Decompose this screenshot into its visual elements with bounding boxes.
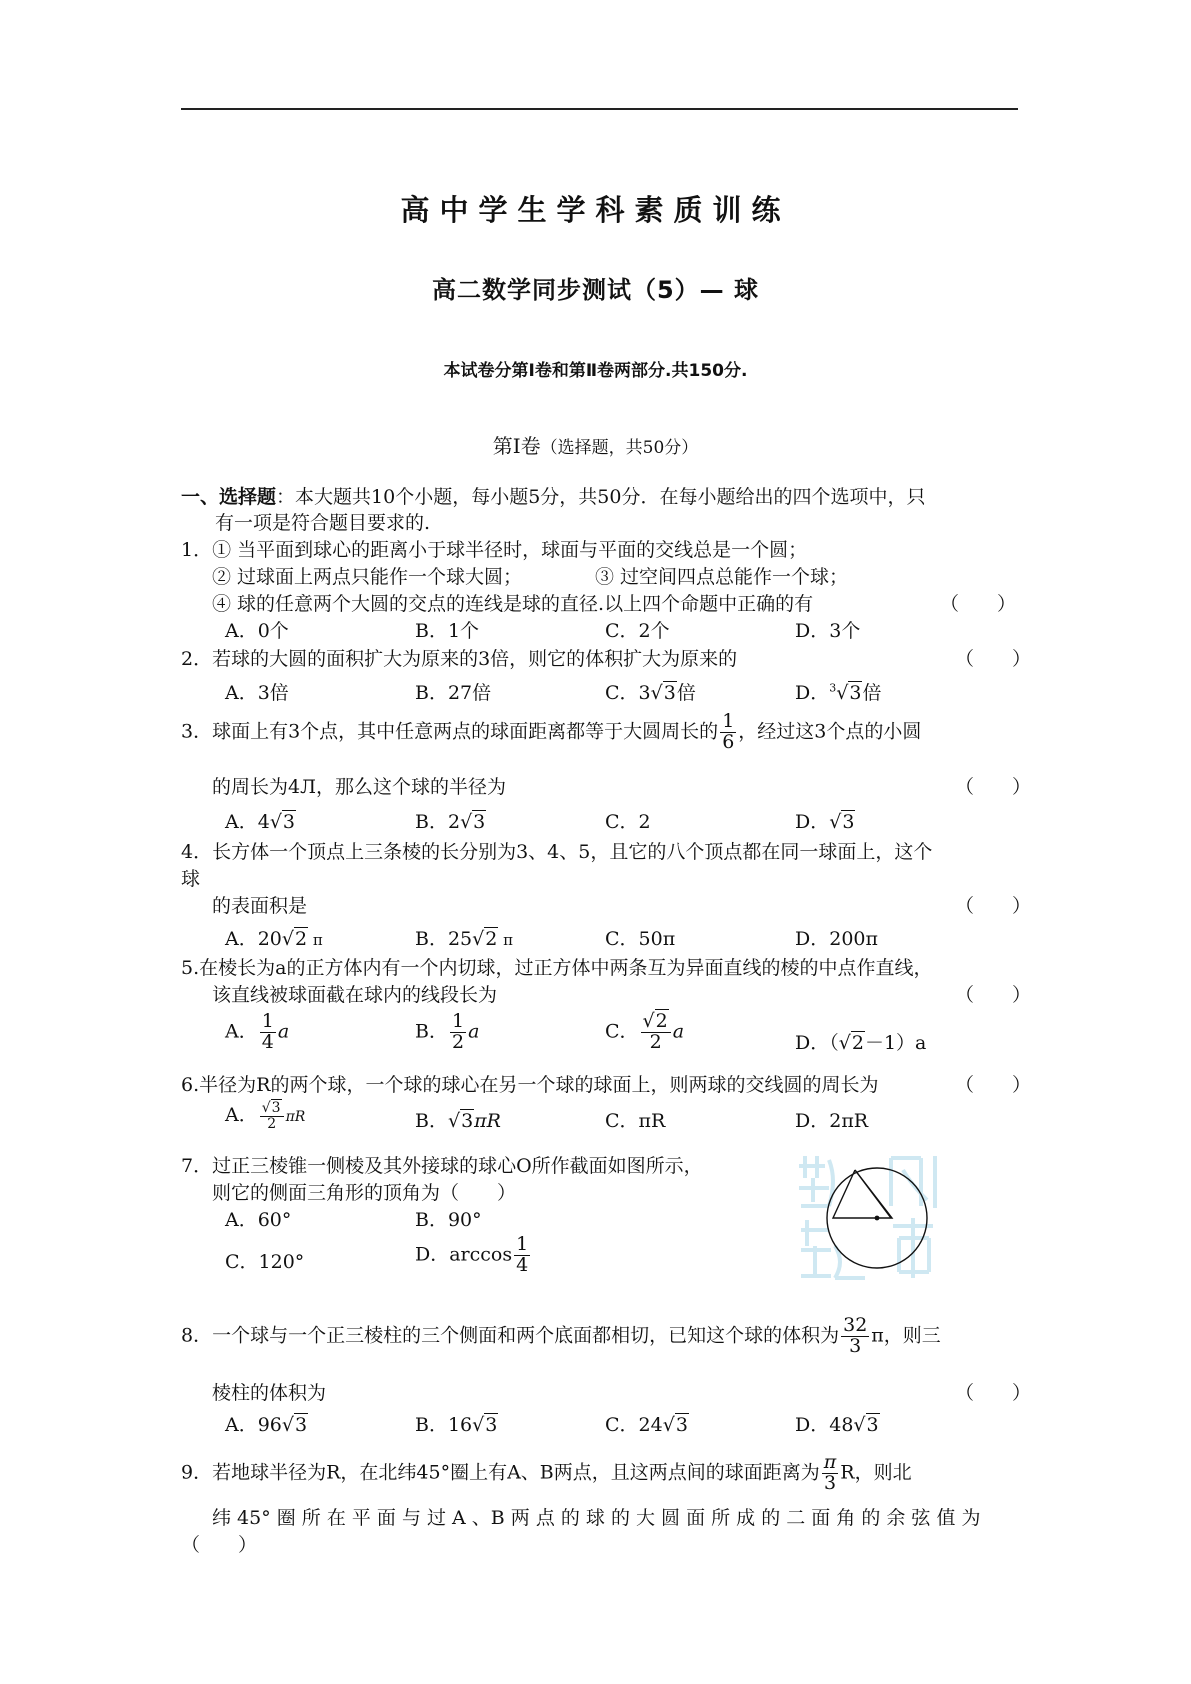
q8-option-b-radicand: 3 — [485, 1414, 498, 1436]
paper-note: 本试卷分第Ⅰ卷和第Ⅱ卷两部分.共150分. — [443, 361, 748, 381]
q3-option-a: A．4√3 — [225, 811, 296, 833]
q8-option-c-radicand: 3 — [675, 1414, 688, 1436]
q5-option-a-den: 4 — [261, 1030, 274, 1053]
q6-option-a-label: A． — [225, 1104, 258, 1126]
q6-option-a-den: 2 — [267, 1115, 277, 1132]
intro-text-1: ：本大题共10个小题，每小题5分，共50分．在每小题给出的四个选项中，只 — [276, 486, 926, 508]
q5-option-a-var: a — [277, 1020, 290, 1043]
q9-number: 9． — [181, 1461, 213, 1484]
q3-option-a-label: A．4 — [225, 811, 270, 833]
q1-option-c: C．2个 — [605, 620, 670, 642]
q4-text-1: 长方体一个顶点上三条棱的长分别为3、4、5，且它的八个顶点都在同一球面上，这个 — [212, 841, 933, 863]
q3-option-d: D．√3 — [795, 811, 855, 833]
q7-option-d — [415, 1235, 532, 1276]
q6-option-d: D．2πR — [795, 1110, 869, 1132]
q5-option-b-label: B． — [415, 1020, 448, 1043]
q8-fraction-num: 32 — [843, 1314, 868, 1336]
q7-number: 7． — [181, 1155, 213, 1177]
q6-option-a-num: √3 — [260, 1101, 284, 1117]
q9-stem-1 — [181, 1453, 912, 1494]
page-title: 高中学生学科素质训练 — [400, 193, 791, 227]
q8-option-d-radicand: 3 — [866, 1414, 879, 1436]
q5-option-b-var: a — [468, 1020, 480, 1043]
q2-option-a: A．3倍 — [225, 682, 289, 704]
q2-option-c-radicand: 3 — [663, 682, 676, 704]
q9-text-2: 纬 45° 圈 所 在 平 面 与 过 A 、B 两 点 的 球 的 大 圆 面 所 成 的 二 面 角 的 余 弦 值 为 — [212, 1507, 981, 1529]
q6-option-b-radicand: 3 — [461, 1110, 474, 1132]
q4-number: 4． — [181, 841, 213, 863]
q3-option-c: C．2 — [605, 811, 651, 833]
q9-text-1b: R，则北 — [840, 1461, 912, 1484]
q5-option-b — [415, 1012, 479, 1053]
q6-option-a-var: πR — [285, 1109, 306, 1125]
q5-option-c-num: √2 — [641, 1012, 671, 1033]
q3-option-b: B．2√3 — [415, 811, 486, 833]
q8-stem-1 — [181, 1316, 941, 1357]
q7-text-2: 则它的侧面三角形的顶角为（ ） — [212, 1182, 517, 1204]
q2-option-c-label: C．3 — [605, 682, 651, 704]
q9-fraction-den: 3 — [823, 1471, 837, 1494]
q3-text-1b: ，经过这3个点的小圆 — [738, 720, 922, 743]
q9-answer-blank: （ ） — [181, 1534, 258, 1556]
q8-fraction-den: 3 — [849, 1334, 862, 1357]
q6-option-c: C．πR — [605, 1110, 666, 1132]
q3-option-b-radicand: 3 — [473, 811, 486, 833]
q5-option-c-label: C． — [605, 1020, 639, 1043]
q4-option-a-suffix: π — [308, 931, 323, 949]
q2-option-c-suffix: 倍 — [676, 682, 696, 704]
q6-option-b-label: B． — [415, 1110, 448, 1132]
q2-option-d-index: 3 — [829, 681, 837, 695]
q3-option-a-radicand: 3 — [282, 811, 296, 833]
q4-option-a-radicand: 2 — [295, 928, 308, 950]
q7-option-d-den: 4 — [516, 1253, 529, 1276]
q4-option-d: D．200π — [795, 928, 878, 950]
intro-line-2: 有一项是符合题目要求的. — [215, 512, 431, 534]
q8-number: 8． — [181, 1324, 213, 1347]
q5-option-d-suffix: －1）a — [864, 1032, 927, 1054]
q1-answer-blank: （ ） — [940, 593, 1017, 615]
q6-answer-blank: （ ） — [955, 1074, 1032, 1096]
q8-option-a: A．96√3 — [225, 1414, 308, 1436]
q6-option-b-var: πR — [474, 1110, 501, 1132]
q8-fraction — [841, 1316, 869, 1357]
q7-text-1: 过正三棱锥一侧棱及其外接球的球心O所作截面如图所示， — [212, 1155, 703, 1177]
q3-option-d-label: D． — [795, 811, 830, 833]
q8-text-1: 一个球与一个正三棱柱的三个侧面和两个底面都相切，已知这个球的体积为 — [212, 1324, 840, 1347]
section-edge — [855, 1170, 891, 1218]
q3-option-d-radicand: 3 — [842, 811, 855, 833]
q1-option-b: B．1个 — [415, 620, 480, 642]
test-subtitle: 高二数学同步测试（5）— 球 — [431, 276, 760, 304]
q5-option-b-num: 1 — [451, 1010, 465, 1032]
q4-text-1b: 球 — [181, 868, 201, 890]
q3-text-1: 球面上有3个点，其中任意两点的球面距离都等于大圆周长的 — [212, 720, 719, 743]
q4-text-2: 的表面积是 — [212, 895, 308, 917]
q8-option-b: B．16√3 — [415, 1414, 498, 1436]
q5-option-d-label: D．（ — [795, 1032, 839, 1054]
q6-number: 6. — [181, 1074, 200, 1096]
intro-head: 一、选择题 — [181, 486, 277, 508]
q8-option-d: D．48√3 — [795, 1414, 879, 1436]
q4-option-a: A．20√2 π — [225, 928, 323, 950]
q7-option-c: C．120° — [225, 1251, 305, 1273]
q5-number: 5. — [181, 957, 200, 979]
q5-text-2: 该直线被球面截在球内的线段长为 — [212, 984, 498, 1006]
q3-fraction — [720, 712, 736, 753]
section-heading — [0, 430, 1191, 459]
q5-option-b-den: 2 — [451, 1030, 465, 1053]
q2-text: 若球的大圆的面积扩大为原来的3倍，则它的体积扩大为原来的 — [212, 648, 738, 670]
q5-option-c-den: 2 — [649, 1030, 662, 1053]
q3-option-b-label: B．2 — [415, 811, 461, 833]
q5-option-a-label: A． — [225, 1020, 258, 1043]
q4-option-b-label: B．25 — [415, 928, 473, 950]
q2-option-d-suffix: 倍 — [862, 682, 882, 704]
q2-answer-blank: （ ） — [955, 648, 1032, 670]
q1-text-2a: ② 过球面上两点只能作一个球大圆； — [212, 566, 523, 588]
q9-fraction-num: π — [823, 1451, 837, 1473]
q7-stem-1 — [181, 1151, 703, 1178]
q7-option-d-label: D．arccos — [415, 1243, 513, 1266]
q5-option-c — [605, 1012, 684, 1053]
q1-line-1 — [181, 535, 807, 562]
q8-text-1b: π，则三 — [871, 1324, 941, 1347]
q1-text-2b: ③ 过空间四点总能作一个球； — [595, 566, 849, 588]
q5-option-c-radicand: 2 — [655, 1010, 668, 1032]
q7-option-a: A．60° — [225, 1209, 292, 1231]
section-label: 第Ⅰ卷 — [492, 434, 541, 458]
q7-option-b: B．90° — [415, 1209, 482, 1231]
q5-option-a-fraction — [260, 1012, 276, 1053]
q5-option-a — [225, 1012, 289, 1053]
q7-option-d-fraction — [514, 1235, 530, 1276]
q6-option-a — [225, 1100, 305, 1131]
q6-option-b: B．√3πR — [415, 1110, 501, 1132]
q2-option-d-label: D． — [795, 682, 830, 704]
q5-option-d-radicand: 2 — [851, 1032, 864, 1054]
q8-option-d-label: D．48 — [795, 1414, 854, 1436]
q8-option-c-label: C．24 — [605, 1414, 663, 1436]
q8-option-b-label: B．16 — [415, 1414, 473, 1436]
q1-text-3: ④ 球的任意两个大圆的交点的连线是球的直径.以上四个命题中正确的有 — [212, 593, 814, 615]
q6-option-a-radicand: 3 — [271, 1099, 281, 1116]
intro-line-1 — [181, 482, 925, 509]
q7-cross-section-figure — [795, 1148, 955, 1286]
q5-option-d: D．（√2－1）a — [795, 1032, 927, 1054]
q8-option-a-radicand: 3 — [295, 1414, 308, 1436]
q9-fraction — [822, 1453, 839, 1494]
q7-option-d-num: 1 — [516, 1233, 529, 1255]
q3-answer-blank: （ ） — [955, 776, 1032, 798]
q9-text-1: 若地球半径为R，在北纬45°圈上有A、B两点，且这两点间的球面距离为 — [212, 1461, 820, 1484]
section-sub: （选择题，共50分） — [540, 438, 699, 458]
triangle-section — [833, 1170, 892, 1218]
q3-number: 3． — [181, 720, 213, 743]
q4-stem-1 — [181, 837, 932, 864]
q4-option-c: C．50π — [605, 928, 676, 950]
q5-answer-blank: （ ） — [955, 984, 1032, 1006]
q8-text-2: 棱柱的体积为 — [212, 1382, 327, 1404]
center-point-o — [875, 1216, 880, 1221]
q2-number: 2． — [181, 648, 213, 670]
q8-option-c: C．24√3 — [605, 1414, 688, 1436]
q2-stem — [181, 644, 737, 671]
q6-text: 半径为R的两个球，一个球的球心在另一个球的球面上，则两球的交线圆的周长为 — [199, 1074, 879, 1096]
q6-stem — [181, 1070, 878, 1097]
q4-option-b-radicand: 2 — [485, 928, 498, 950]
q3-stem-1 — [181, 712, 921, 753]
q5-option-b-fraction — [450, 1012, 466, 1053]
q8-answer-blank: （ ） — [955, 1382, 1032, 1404]
q3-text-2: 的周长为4Л，那么这个球的半径为 — [212, 776, 506, 798]
q8-option-a-label: A．96 — [225, 1414, 282, 1436]
q4-option-a-label: A．20 — [225, 928, 282, 950]
watermark-logo — [799, 1156, 935, 1278]
q5-option-c-var: a — [672, 1020, 685, 1043]
q1-text-1: ① 当平面到球心的距离小于球半径时，球面与平面的交线总是一个圆； — [212, 539, 808, 561]
q2-option-b: B．27倍 — [415, 682, 492, 704]
q4-option-b: B．25√2 π — [415, 928, 513, 950]
q2-option-d-radicand: 3 — [849, 682, 862, 704]
q5-option-c-fraction — [641, 1012, 671, 1053]
q2-option-d: D．$^3$√3倍 — [795, 681, 882, 704]
q1-option-a: A．0个 — [225, 620, 289, 642]
q3-fraction-den: 6 — [722, 730, 735, 753]
q3-fraction-num: 1 — [722, 710, 735, 732]
q6-option-a-fraction — [260, 1101, 284, 1131]
q1-number: 1． — [181, 539, 213, 561]
q1-option-d: D．3个 — [795, 620, 861, 642]
q5-text-1: 在棱长为a的正方体内有一个内切球，过正方体中两条互为异面直线的棱的中点作直线， — [199, 957, 933, 979]
q4-answer-blank: （ ） — [955, 895, 1032, 917]
q2-option-c: C．3√3倍 — [605, 682, 696, 704]
header-rule — [181, 108, 1018, 110]
q5-stem-1 — [181, 953, 932, 980]
q4-option-b-suffix: π — [498, 931, 513, 949]
q5-option-a-num: 1 — [261, 1010, 274, 1032]
